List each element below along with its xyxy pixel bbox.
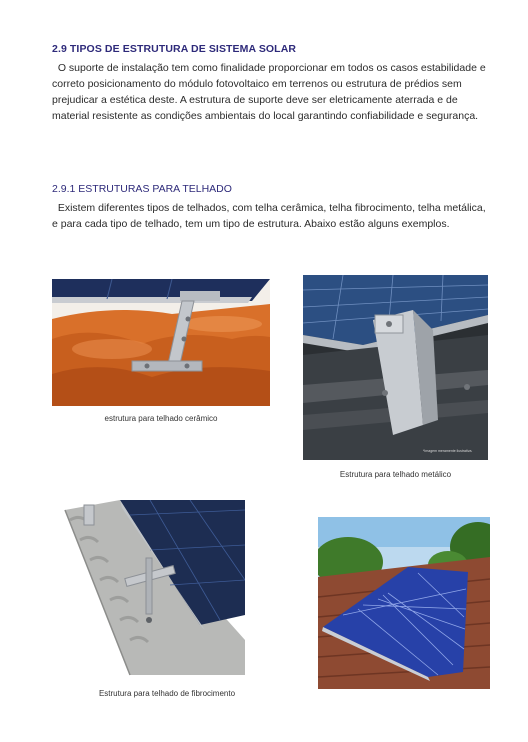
section-title: 2.9 TIPOS DE ESTRUTURA DE SISTEMA SOLAR xyxy=(52,43,297,55)
metal-caption: Estrutura para telhado metálico xyxy=(339,470,452,479)
house-roof-photo xyxy=(318,517,490,689)
fiber-cement-caption: Estrutura para telhado de fibrocimento xyxy=(98,689,236,698)
section-paragraph: O suporte de instalação tem como finalidade proporcionar em todos os casos estabilidade e correto posicionamento do módulo fotovoltaico em terrenos ou estrutura de prédios sem prejudicar a estética deste. A estrutura de suporte deve ser eletricamente aterrada e de material resistente as condições ambientais do local garantindo confiabilidade e segurança. xyxy=(52,62,489,122)
watermark-text: *Imagem meramente ilustrativa. xyxy=(423,449,473,453)
subsection-paragraph: Existem diferentes tipos de telhados, com telha cerâmica, telha fibrocimento, telha metálica, e para cada tipo de telhado, tem um tipo de estrutura. Abaixo estão alguns exemplos. xyxy=(52,202,489,230)
subsection-title: 2.9.1 ESTRUTURAS PARA TELHADO xyxy=(52,183,232,195)
fiber-cement-roof-image xyxy=(60,500,245,680)
ceramic-caption: estrutura para telhado cerâmico xyxy=(104,414,218,423)
ceramic-roof-image xyxy=(52,279,270,406)
metal-roof-image xyxy=(303,275,488,460)
